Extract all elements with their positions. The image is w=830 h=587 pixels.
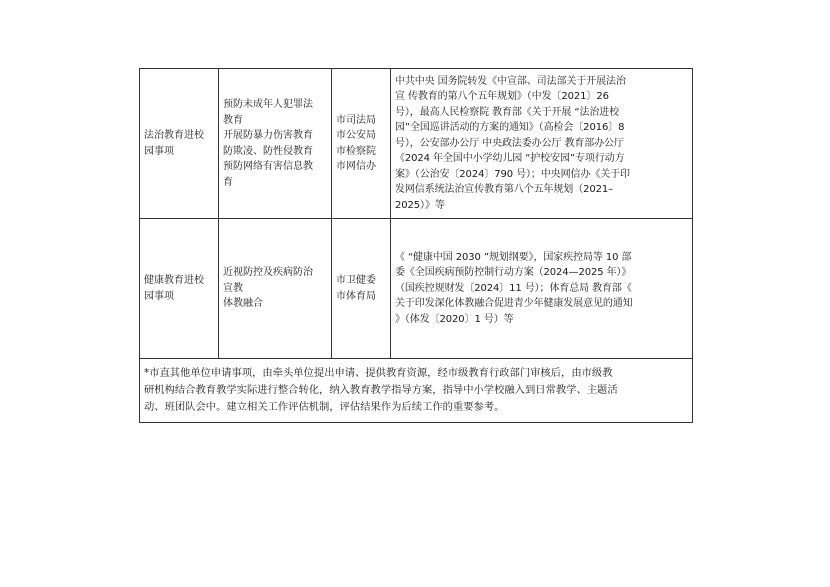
unit-cell — [332, 219, 391, 359]
content-cell — [219, 219, 332, 359]
content-line: 开展防暴力伤害教育 — [223, 130, 313, 141]
category-line: 园事项 — [144, 145, 174, 157]
content-cell — [219, 69, 332, 219]
document-line: 《2024 年全国中小学幼儿园 “护校安园”专项行动方 — [395, 153, 625, 165]
note-line: 动、班团队会中。建立相关工作评估机制，评估结果作为后续工作的重要参考。 — [144, 401, 505, 413]
document-line: 中共中央 国务院转发《中宣部、司法部关于开展法治 — [395, 75, 626, 87]
document-line: 发网信系统法治宣传教育第八个五年规划（2021– — [395, 184, 614, 196]
category-cell — [140, 219, 219, 359]
document-line: （国疾控规财发〔2024〕11 号）；体育总局 教育部《 — [395, 282, 632, 294]
category-line: 法治教育进校 — [144, 130, 204, 141]
note-cell — [140, 359, 693, 423]
unit-line: 市体育局 — [336, 290, 376, 302]
document-line: 2025）》等 — [395, 199, 445, 211]
document-line: 关于印发深化体教融合促进青少年健康发展意见的通知 — [395, 298, 633, 310]
note-row — [140, 359, 693, 423]
document-line: 号），公安部办公厅 中央政法委办公厅 教育部办公厅 — [395, 137, 624, 149]
requirements-table — [139, 68, 693, 423]
note-line: *市直其他单位申请事项，由牵头单位提出申请、提供教育资源，经市级教育行政部门审核后，由市级教 — [144, 367, 613, 379]
unit-line: 市卫健委 — [336, 275, 376, 286]
category-line: 园事项 — [144, 290, 174, 302]
content-line: 近视防控及疾病防治 — [223, 267, 313, 279]
document-cell — [391, 69, 693, 219]
document-line: 》（体发〔2020〕1 号）等 — [395, 313, 514, 325]
note-line: 研机构结合教育教学实际进行整合转化，纳入教育教学指导方案，指导中小学校融入到日常教学、主题活 — [144, 384, 618, 396]
unit-cell — [332, 69, 391, 219]
content-line: 预防未成年人犯罪法 — [223, 99, 313, 110]
document-line: 园”全国巡讲活动的方案的通知》（高检会〔2016〕8 — [395, 122, 625, 134]
content-line: 育 — [223, 176, 233, 188]
document-line: 案》（公治安〔2024〕790 号）；中央网信办《关于印 — [395, 168, 630, 180]
category-line: 健康教育进校 — [144, 275, 204, 286]
document-cell — [391, 219, 693, 359]
category-cell — [140, 69, 219, 219]
content-line: 预防网络有害信息教 — [223, 161, 313, 172]
unit-line: 市检察院 — [336, 145, 376, 157]
table-row — [140, 219, 693, 359]
content-line: 防欺凌、防性侵教育 — [223, 145, 313, 157]
unit-line: 市公安局 — [336, 130, 376, 141]
document-line: 委《全国疾病预防控制行动方案（2024—2025 年）》 — [395, 267, 632, 279]
content-line: 体教融合 — [223, 298, 263, 310]
unit-line: 市司法局 — [336, 114, 376, 126]
document-line: 号），最高人民检察院 教育部《关于开展 “法治进校 — [395, 106, 620, 118]
table-row — [140, 69, 693, 219]
document-line: 宣 传教育的第八个五年规划》（中发〔2021〕26 — [395, 91, 609, 103]
content-line: 教育 — [223, 114, 243, 126]
document-line: 《 “健康中国 2030 ”规划纲要》，国家疾控局等 10 部 — [395, 251, 632, 263]
unit-line: 市网信办 — [336, 161, 376, 172]
content-line: 宣教 — [223, 282, 243, 294]
